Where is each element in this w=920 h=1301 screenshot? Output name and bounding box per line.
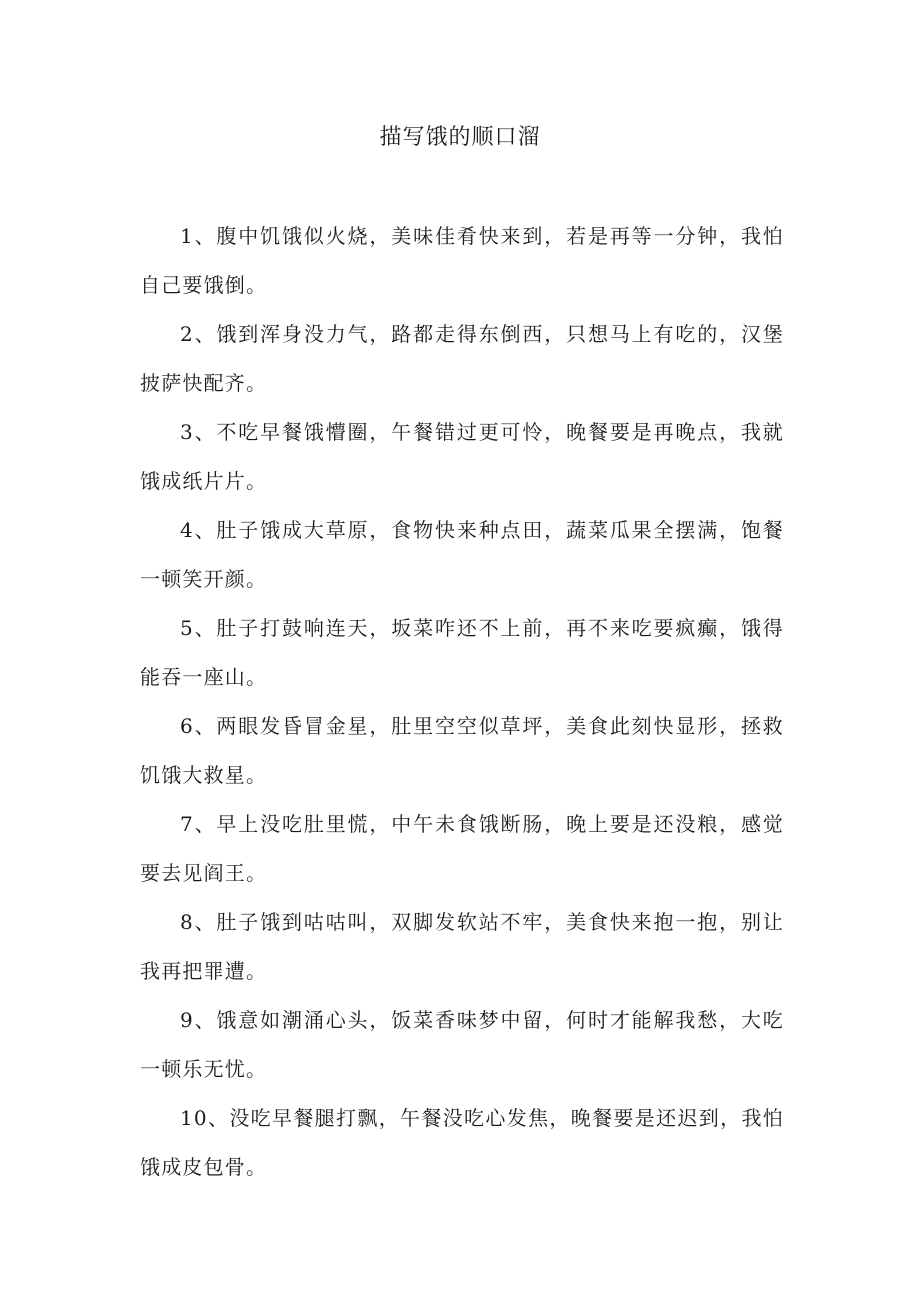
paragraph-3: 3、不吃早餐饿懵圈，午餐错过更可怜，晚餐要是再晚点，我就饿成纸片片。 xyxy=(140,420,784,493)
paragraph-4: 4、肚子饿成大草原，食物快来种点田，蔬菜瓜果全摆满，饱餐一顿笑开颜。 xyxy=(140,518,784,591)
paragraph-2: 2、饿到浑身没力气，路都走得东倒西，只想马上有吃的，汉堡披萨快配齐。 xyxy=(140,322,784,395)
paragraph-9: 9、饿意如潮涌心头，饭菜香味梦中留，何时才能解我愁，大吃一顿乐无忧。 xyxy=(140,1008,784,1081)
paragraph-10: 10、没吃早餐腿打飘，午餐没吃心发焦，晚餐要是还迟到，我怕饿成皮包骨。 xyxy=(140,1106,784,1179)
paragraph-5: 5、肚子打鼓响连天，坂菜咋还不上前，再不来吃要疯癫，饿得能吞一座山。 xyxy=(140,616,784,689)
paragraph-7: 7、早上没吃肚里慌，中午未食饿断肠，晚上要是还没粮，感觉要去见阎王。 xyxy=(140,812,784,885)
document-title: 描写饿的顺口溜 xyxy=(379,125,541,150)
paragraph-6: 6、两眼发昏冒金星，肚里空空似草坪，美食此刻快显形，拯救饥饿大救星。 xyxy=(140,714,784,787)
document-body xyxy=(140,212,784,1192)
paragraph-8: 8、肚子饿到咕咕叫，双脚发软站不牢，美食快来抱一抱，别让我再把罪遭。 xyxy=(140,910,784,983)
paragraph-1: 1、腹中饥饿似火烧，美味佳肴快来到，若是再等一分钟，我怕自己要饿倒。 xyxy=(140,224,784,297)
